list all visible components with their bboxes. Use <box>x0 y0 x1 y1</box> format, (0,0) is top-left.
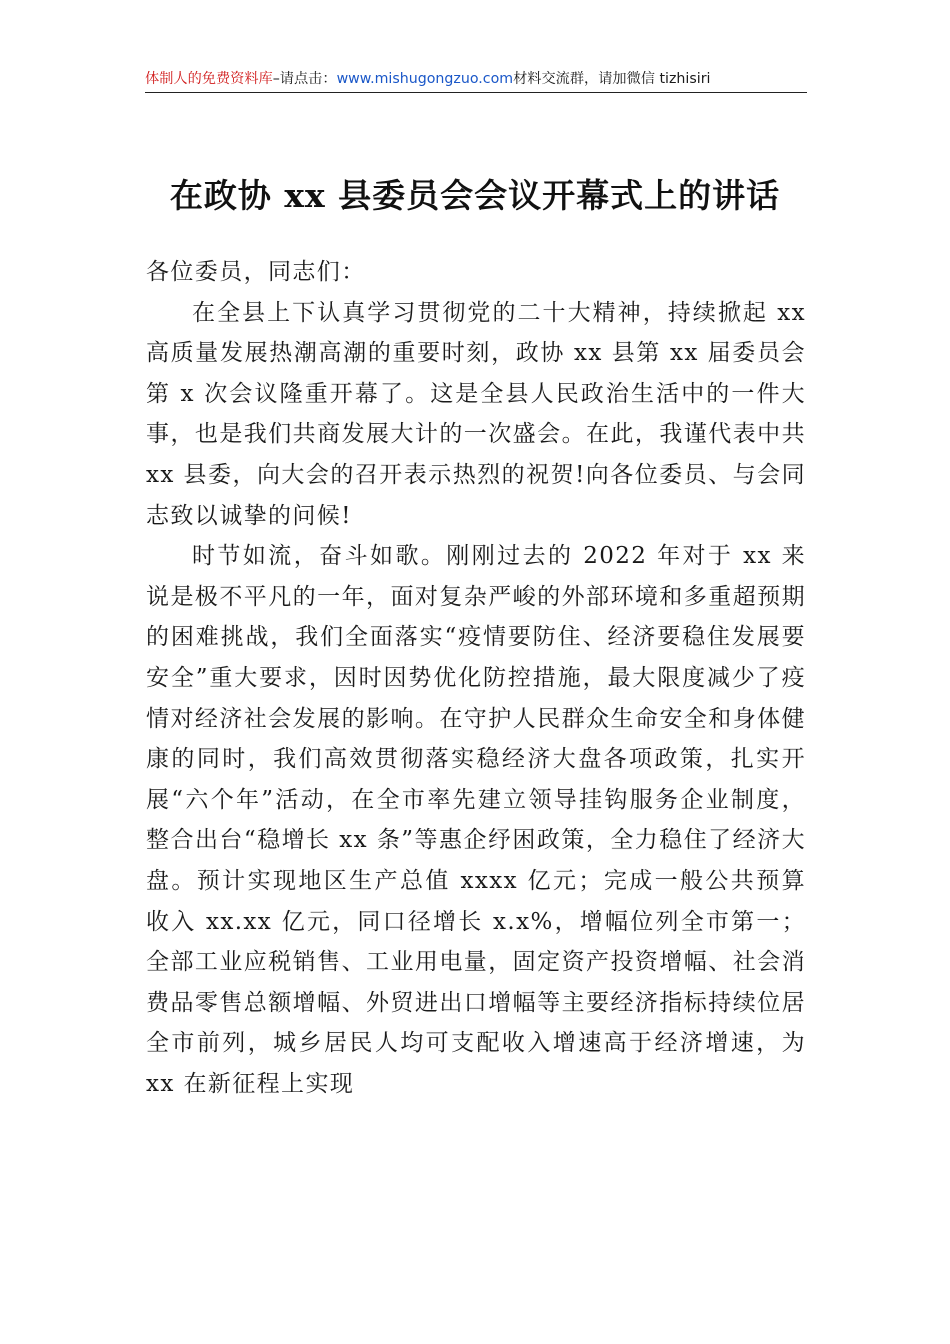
document-title: 在政协 xx 县委员会会议开幕式上的讲话 <box>169 176 781 215</box>
header-contact: 材料交流群，请加微信 tizhisiri <box>513 71 711 87</box>
paragraph: 时节如流，奋斗如歌。刚刚过去的 2022 年对于 xx 来说是极不平凡的一年，面对复杂严峻的外部环境和多重超预期的困难挑战，我们全面落实“疫情要防住、经济要稳住发展要安全”重大要求，因时因势优化防控措施，最大限度减少了疫情对经济社会发展的影响。在守护人民群众生命安全和身体健康的同时，我们高效贯彻落实稳经济大盘各项政策，扎实开展“六个年”活动，在全市率先建立领导挂钩服务企业制度，整合出台“稳增长 xx 条”等惠企纾困政策，全力稳住了经济大盘。预计实现地区生产总值 xxxx 亿元；完成一般公共预算收入 xx.xx 亿元，同口径增长 x.x%，增幅位列全市第一；全部工业应税销售、工业用电量，固定资产投资增幅、社会消费品零售总额增幅、外贸进出口增幅等主要经济指标持续位居全市前列，城乡居民人均可支配收入增速高于经济增速，为 xx 在新征程上实现 <box>146 543 806 1097</box>
header-click-prefix: –请点击： <box>272 71 337 87</box>
document-body <box>146 252 806 1104</box>
paragraph: 在全县上下认真学习贯彻党的二十大精神，持续掀起 xx 高质量发展热潮高潮的重要时刻，政协 xx 县第 xx 届委员会第 x 次会议隆重开幕了。这是全县人民政治生活中的一件大事，也是我们共商发展大计的一次盛会。在此，我谨代表中共 xx 县委，向大会的召开表示热烈的祝贺!向各位委员、与会同志致以诚挚的问候! <box>146 299 806 529</box>
page-header <box>145 66 807 93</box>
header-site-name: 体制人的免费资料库 <box>145 71 273 87</box>
salutation: 各位委员，同志们： <box>146 259 366 285</box>
header-website-link[interactable]: www.mishugongzuo.com <box>336 71 514 87</box>
